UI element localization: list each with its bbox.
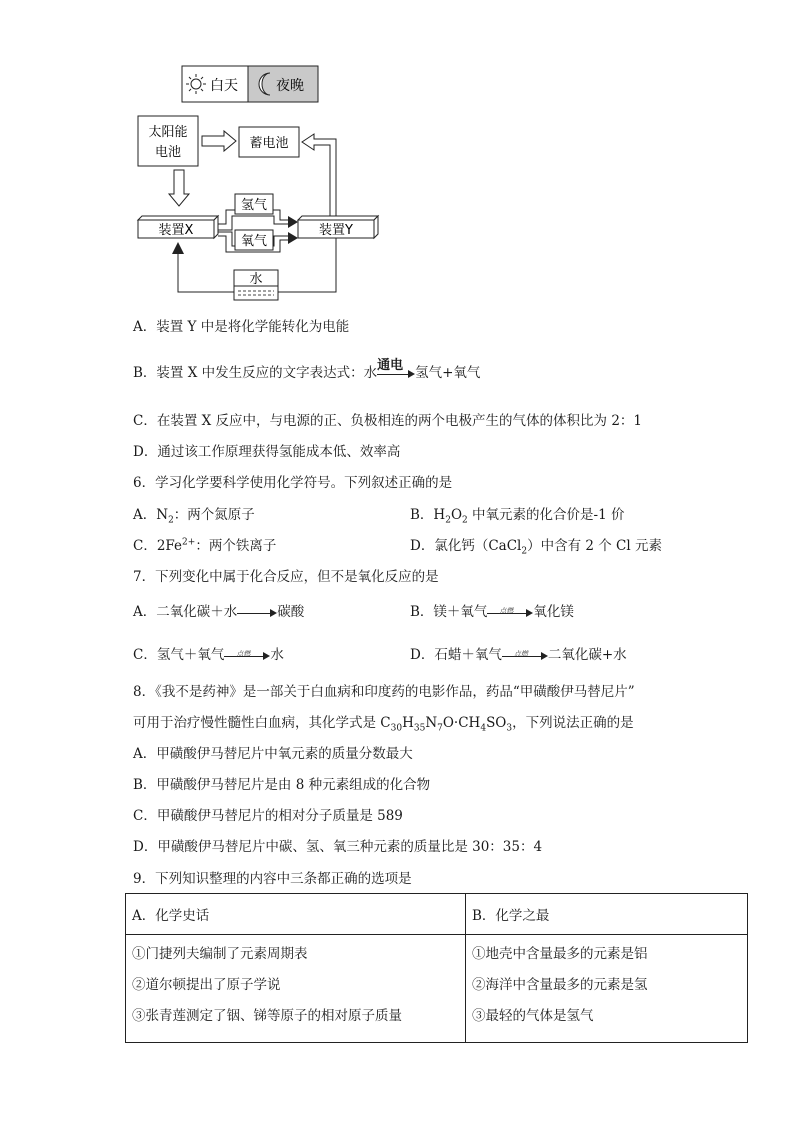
electrolysis-condition: 通电 <box>377 357 404 373</box>
q8-option-a: A．甲磺酸伊马替尼片中氧元素的质量分数最大 <box>133 746 413 762</box>
legend-night-label: 夜晚 <box>276 78 304 94</box>
q5-option-b-products: 氢气+氧气 <box>415 365 481 381</box>
q7-option-d: D．石蜡＋氧气 点燃 二氧化碳+水 <box>410 647 627 663</box>
reaction-arrow <box>237 606 277 620</box>
reaction-arrow: 点燃 <box>487 606 533 620</box>
q8-option-d: D．甲磺酸伊马替尼片中碳、氢、氧三种元素的质量比是 30：35：4 <box>133 839 543 855</box>
electrolysis-arrow <box>377 357 415 381</box>
q9-b-item-1: ①地壳中含量最多的元素是铝 <box>472 946 648 962</box>
hydrogen-arrow-head <box>288 216 298 228</box>
q6-option-c: C．$2Fe^{2+}$：两个铁离子 <box>133 537 277 554</box>
q9-col-a-header: A．化学史话 <box>126 894 466 935</box>
hydrogen-label: 氢气 <box>240 198 268 213</box>
arrow-solar-to-x <box>169 170 189 206</box>
oxygen-label: 氧气 <box>240 234 268 249</box>
q5-option-b-prefix: B．装置 X 中发生反应的文字表达式：水 <box>133 365 378 381</box>
arrow-solar-to-battery <box>202 131 236 151</box>
q8-option-b: B．甲磺酸伊马替尼片是由 8 种元素组成的化合物 <box>133 777 431 793</box>
q9-col-b-header: B．化学之最 <box>466 894 748 935</box>
solar-cell-label-2: 电池 <box>154 145 182 160</box>
q7-option-c: C．氢气＋氧气 点燃 水 <box>133 647 284 663</box>
q6-option-a: A．$N_2$：两个氮原子 <box>133 507 255 526</box>
q7-stem: 7．下列变化中属于化合反应，但不是氧化反应的是 <box>133 569 439 585</box>
q5-option-b <box>133 357 481 382</box>
q6-option-b: B．$H_2O_2$ 中氧元素的化合价是-1 价 <box>410 507 625 526</box>
water-arrow-head <box>172 242 184 254</box>
q9-table <box>125 893 748 1043</box>
reaction-arrow: 点燃 <box>502 649 548 663</box>
q9-stem: 9．下列知识整理的内容中三条都正确的选项是 <box>133 871 412 887</box>
device-x-label: 装置X <box>158 223 194 238</box>
q8-stem-line1: 8．《我不是药神》是一部关于白血病和印度药的电影作品，药品“甲磺酸伊马替尼片” <box>133 684 635 700</box>
q9-col-a-items <box>126 935 466 1043</box>
device-y-box <box>298 216 378 220</box>
q9-col-b-items <box>466 935 748 1043</box>
q9-b-item-2: ②海洋中含量最多的元素是氢 <box>472 977 648 993</box>
q8-stem-line2: 可用于治疗慢性髓性白血病，其化学式是 $C_{30}H_{35}N_7O\cdot CH_4SO_3$，下列说法正确的是 <box>133 715 634 734</box>
q9-b-item-3: ③最轻的气体是氢气 <box>472 1008 594 1024</box>
water-return-line <box>278 238 336 292</box>
battery-label: 蓄电池 <box>249 136 289 151</box>
q9-a-item-1: ①门捷列夫编制了元素周期表 <box>132 946 308 962</box>
legend-day-label: 白天 <box>210 78 238 94</box>
solar-cell-label-1: 太阳能 <box>148 125 188 140</box>
device-y-label: 装置Y <box>319 223 353 238</box>
q8-option-c: C．甲磺酸伊马替尼片的相对分子质量是 589 <box>133 808 403 824</box>
q9-a-item-2: ②道尔顿提出了原子学说 <box>132 977 281 993</box>
solar-hydrogen-diagram <box>130 60 390 305</box>
q6-option-d: D．氯化钙（CaCl$_2$）中含有 2 个 Cl 元素 <box>410 538 662 557</box>
q7-option-b: B．镁＋氧气 点燃 氧化镁 <box>410 604 574 620</box>
q9-a-item-3: ③张青莲测定了铟、锑等原子的相对原子质量 <box>132 1008 402 1024</box>
device-x-box <box>138 216 218 220</box>
q6-stem: 6．学习化学要科学使用化学符号。下列叙述正确的是 <box>133 475 453 491</box>
oxygen-arrow-head <box>288 232 298 244</box>
q5-option-d: D．通过该工作原理获得氢能成本低、效率高 <box>133 444 401 460</box>
q7-option-a: A．二氧化碳＋水 碳酸 <box>133 604 305 620</box>
water-label: 水 <box>249 272 263 287</box>
q5-option-c: C．在装置 X 反应中，与电源的正、负极相连的两个电极产生的气体的体积比为 2：1 <box>133 413 642 429</box>
reaction-arrow: 点燃 <box>224 649 270 663</box>
arrow-y-to-battery <box>302 134 336 216</box>
q5-option-a: A．装置 Y 中是将化学能转化为电能 <box>133 319 350 335</box>
